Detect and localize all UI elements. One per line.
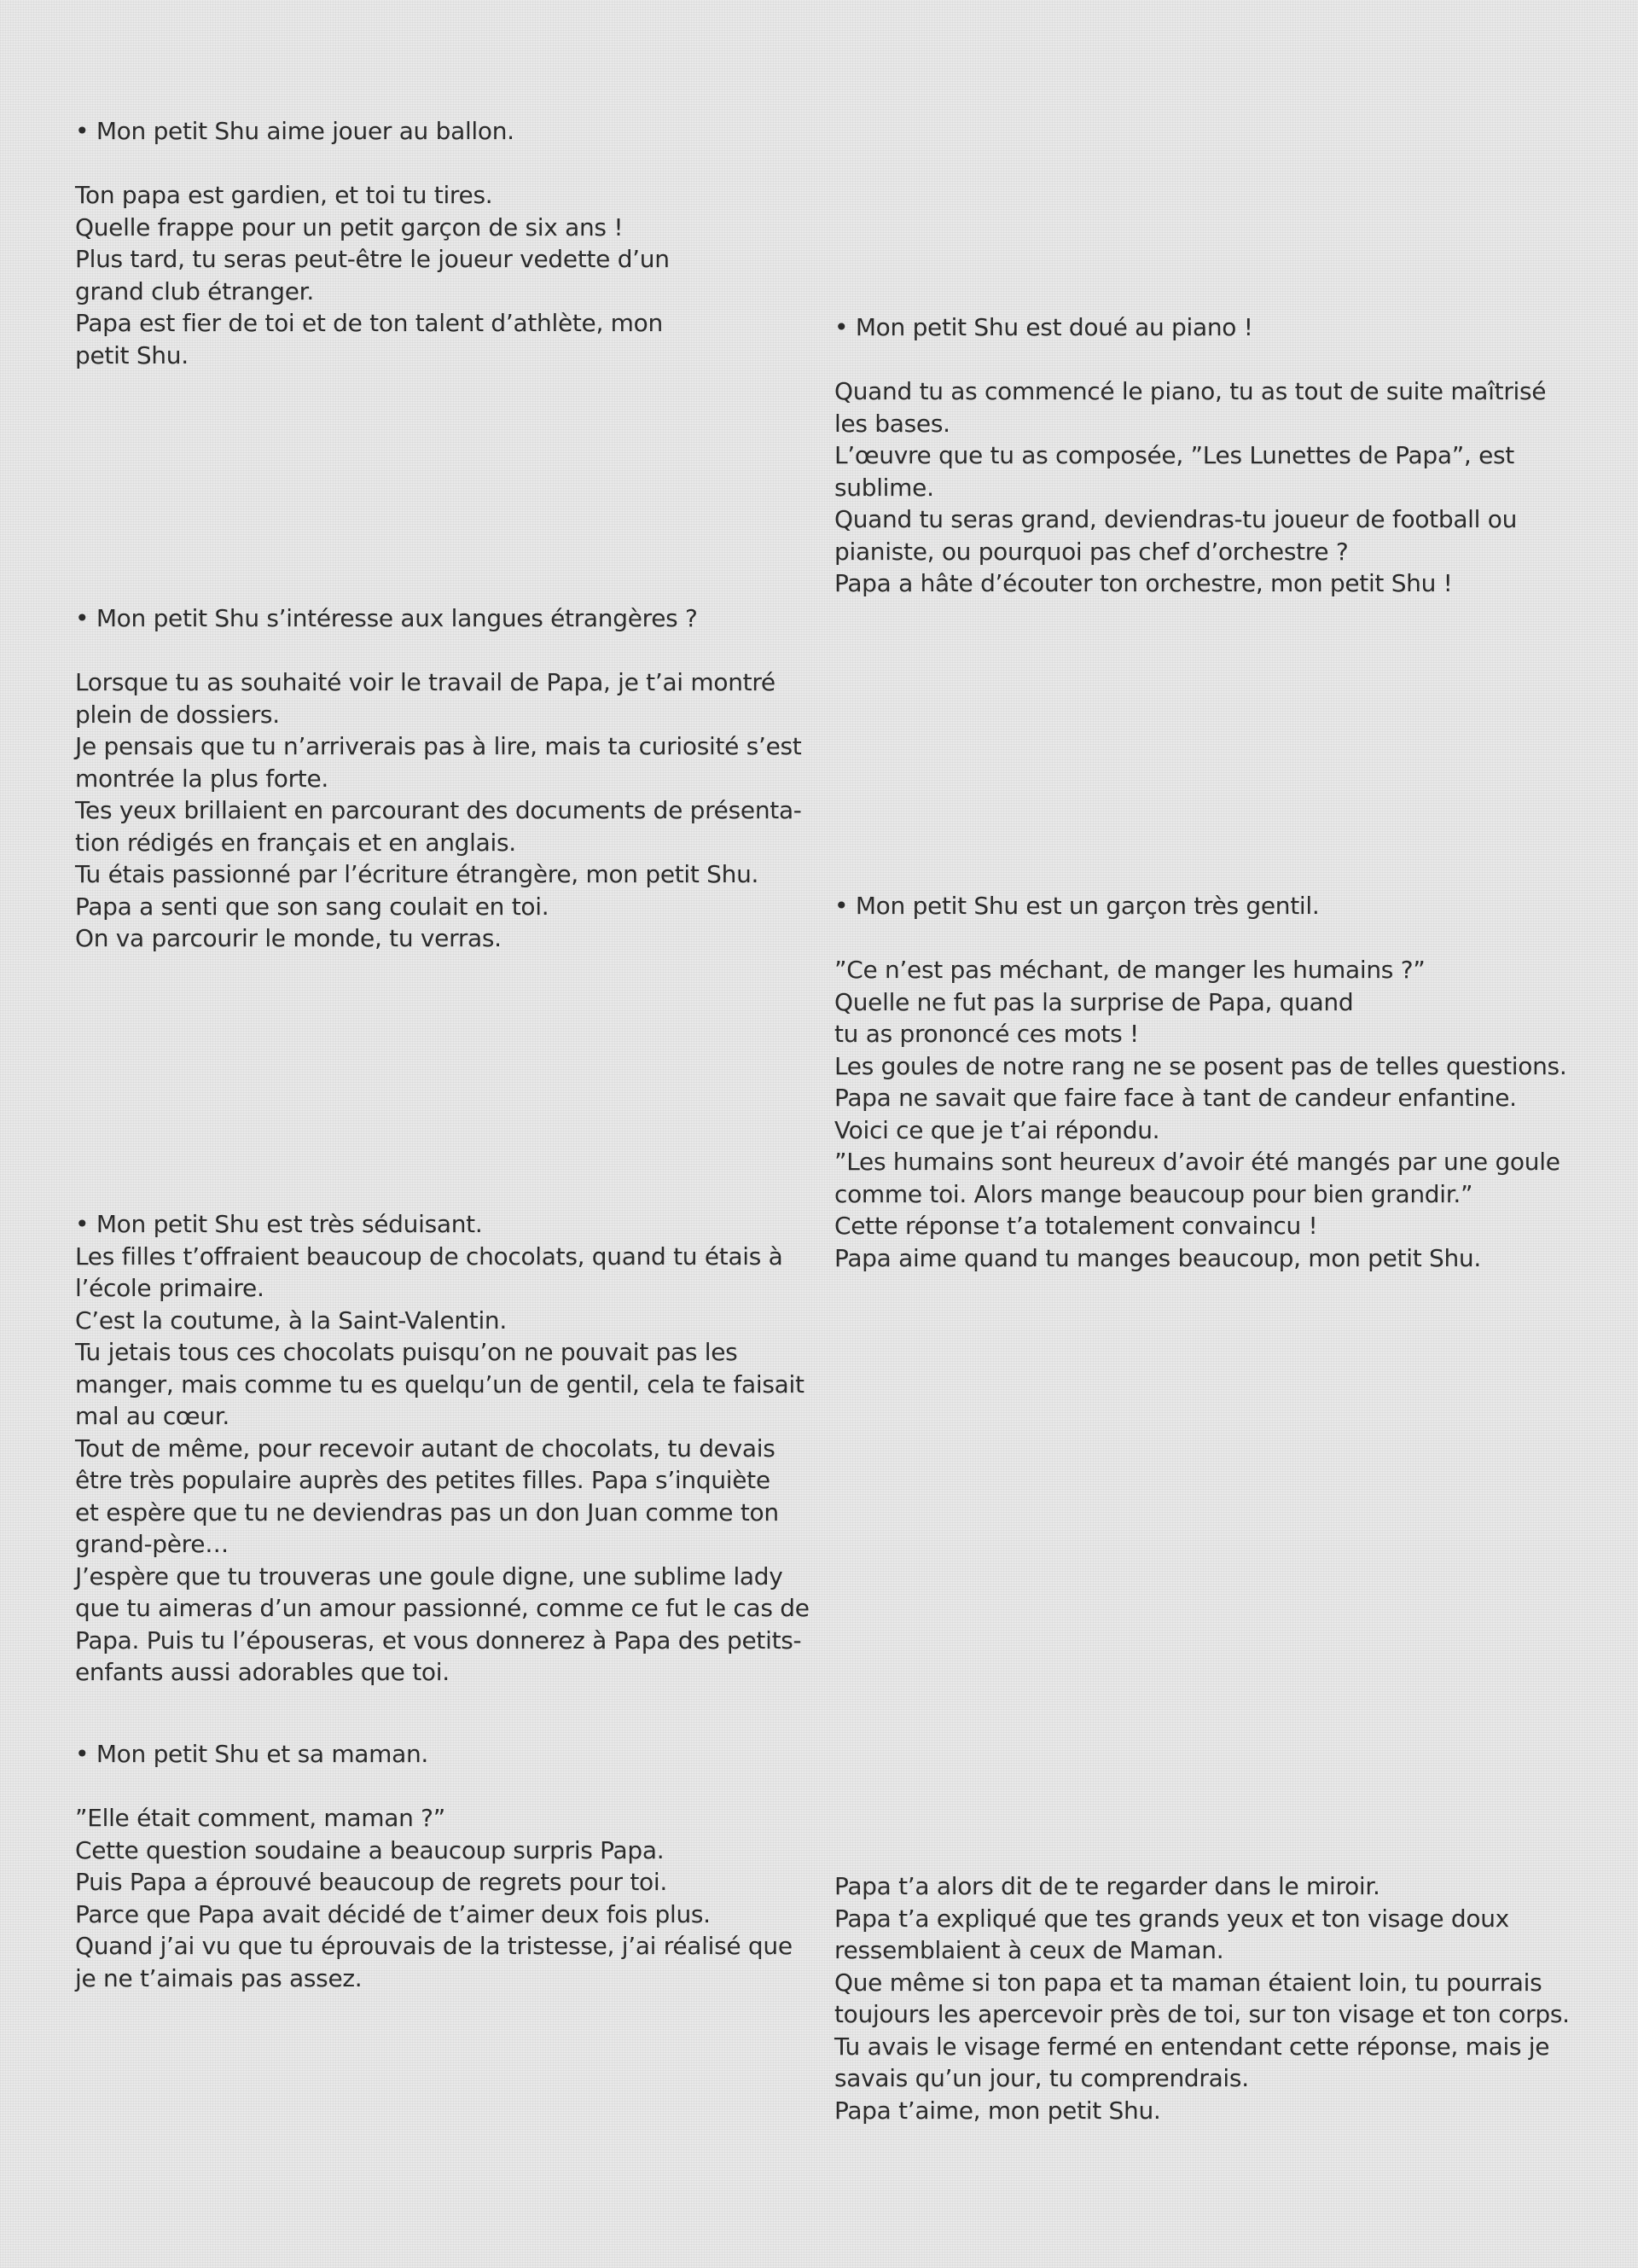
text-line: ”Ce n’est pas méchant, de manger les humains ?” (834, 956, 1426, 984)
text-line: Papa a hâte d’écouter ton orchestre, mon petit Shu ! (834, 569, 1453, 597)
text-line: enfants aussi adorables que toi. (75, 1658, 450, 1686)
text-line: Papa a senti que son sang coulait en toi. (75, 892, 549, 921)
text-line: être très populaire auprès des petites filles. Papa s’inquiète (75, 1466, 770, 1494)
text-line: Tu avais le visage fermé en entendant cette réponse, mais je (834, 2032, 1550, 2061)
section-heading: • Mon petit Shu s’intéresse aux langues étrangères ? (75, 602, 802, 635)
text-line: ”Elle était comment, maman ?” (75, 1804, 445, 1832)
text-line: Papa. Puis tu l’épouseras, et vous donnerez à Papa des petits- (75, 1625, 802, 1654)
text-line: Les goules de notre rang ne se posent pas de telles questions. (834, 1051, 1567, 1080)
text-line: plein de dossiers. (75, 700, 280, 729)
text-line: Voici ce que je t’ai répondu. (834, 1115, 1160, 1144)
text-line: montrée la plus forte. (75, 764, 329, 793)
text-line: grand-père… (75, 1530, 229, 1558)
text-line: Plus tard, tu seras peut-être le joueur vedette d’un (75, 245, 670, 273)
text-line: petit Shu. (75, 340, 189, 369)
text-line: mal au cœur. (75, 1402, 229, 1430)
text-line: Papa t’aime, mon petit Shu. (834, 2096, 1161, 2125)
text-line: tu as prononcé ces mots ! (834, 1020, 1139, 1048)
text-line: Papa t’a expliqué que tes grands yeux et ton visage doux (834, 1904, 1509, 1933)
section-seduisant (75, 1208, 810, 1689)
text-line: et espère que tu ne deviendras pas un don Juan comme ton (75, 1497, 779, 1527)
text-line: que tu aimeras d’un amour passionné, comme ce fut le cas de (75, 1594, 810, 1622)
text-line: Puis Papa a éprouvé beaucoup de regrets pour toi. (75, 1868, 667, 1896)
text-line: manger, mais comme tu es quelqu’un de gentil, cela te faisait (75, 1370, 804, 1399)
section-heading: • Mon petit Shu et sa maman. (75, 1738, 793, 1771)
text-line: L’œuvre que tu as composée, ”Les Lunettes de Papa”, est (834, 441, 1514, 469)
text-line: ”Les humains sont heureux d’avoir été mangés par une goule (834, 1148, 1560, 1176)
text-line: toujours les apercevoir près de toi, sur ton visage et ton corps. (834, 2000, 1570, 2028)
text-line: Quelle frappe pour un petit garçon de six ans ! (75, 212, 624, 241)
section-miroir (834, 1870, 1570, 2126)
text-line: l’école primaire. (75, 1274, 264, 1302)
text-line: Tes yeux brillaient en parcourant des documents de présenta- (75, 796, 802, 824)
text-line: grand club étranger. (75, 276, 314, 305)
text-line: Papa est fier de toi et de ton talent d’athlète, mon (75, 309, 663, 337)
text-line: Je pensais que tu n’arriverais pas à lire, mais ta curiosité s’est (75, 732, 802, 760)
text-line: Ton papa est gardien, et toi tu tires. (75, 181, 493, 209)
text-line: Quand j’ai vu que tu éprouvais de la tristesse, j’ai réalisé que (75, 1932, 793, 1960)
text-line: Papa t’a alors dit de te regarder dans le miroir. (834, 1872, 1380, 1900)
section-heading: • Mon petit Shu aime jouer au ballon. (75, 115, 670, 148)
text-line: Tu étais passionné par l’écriture étrangère, mon petit Shu. (75, 860, 759, 888)
text-line: Papa ne savait que faire face à tant de candeur enfantine. (834, 1084, 1517, 1112)
section-heading: • Mon petit Shu est très séduisant. (75, 1208, 810, 1241)
section-langues (75, 602, 802, 955)
text-line: Quand tu as commencé le piano, tu as tout de suite maîtrisé (834, 377, 1547, 405)
section-maman (75, 1738, 793, 1994)
text-line: Que même si ton papa et ta maman étaient loin, tu pourrais (834, 1968, 1542, 1997)
text-line: On va parcourir le monde, tu verras. (75, 924, 502, 952)
section-ballon (75, 115, 670, 371)
text-line: J’espère que tu trouveras une goule digne, une sublime lady (75, 1561, 783, 1591)
text-line: Papa aime quand tu manges beaucoup, mon petit Shu. (834, 1243, 1481, 1272)
text-line: Tu jetais tous ces chocolats puisqu’on ne pouvait pas les (75, 1338, 738, 1366)
text-line: Lorsque tu as souhaité voir le travail de Papa, je t’ai montré (75, 668, 775, 696)
text-line: C’est la coutume, à la Saint-Valentin. (75, 1306, 507, 1335)
text-line: Parce que Papa avait décidé de t’aimer deux fois plus. (75, 1899, 711, 1928)
text-line: tion rédigés en français et en anglais. (75, 828, 516, 857)
section-heading: • Mon petit Shu est doué au piano ! (834, 311, 1546, 344)
text-line: Tout de même, pour recevoir autant de chocolats, tu devais (75, 1433, 775, 1463)
text-line: savais qu’un jour, tu comprendrais. (834, 2064, 1249, 2092)
text-line: Quelle ne fut pas la surprise de Papa, quand (834, 987, 1354, 1016)
text-line: je ne t’aimais pas assez. (75, 1963, 363, 1992)
text-line: Quand tu seras grand, deviendras-tu joueur de football ou (834, 505, 1518, 533)
section-piano (834, 311, 1546, 600)
text-line: Cette question soudaine a beaucoup surpris Papa. (75, 1835, 665, 1864)
text-line: pianiste, ou pourquoi pas chef d’orchestre ? (834, 537, 1349, 566)
text-line: sublime. (834, 473, 934, 502)
section-gentil (834, 890, 1566, 1274)
text-line: comme toi. Alors mange beaucoup pour bien grandir.” (834, 1179, 1473, 1208)
text-line: ressemblaient à ceux de Maman. (834, 1936, 1224, 1964)
text-line: les bases. (834, 409, 950, 438)
text-line: Les filles t’offraient beaucoup de chocolats, quand tu étais à (75, 1242, 783, 1271)
section-heading: • Mon petit Shu est un garçon très gentil. (834, 890, 1566, 922)
text-line: Cette réponse t’a totalement convaincu ! (834, 1212, 1318, 1240)
